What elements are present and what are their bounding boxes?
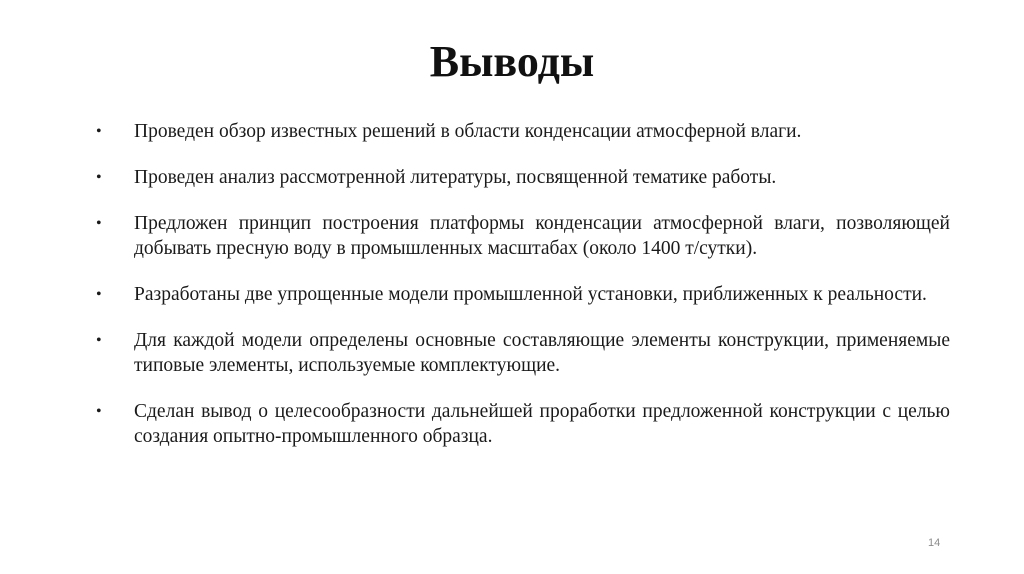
bullet-icon: • bbox=[96, 169, 102, 186]
list-item bbox=[96, 399, 950, 449]
bullet-icon: • bbox=[96, 215, 102, 232]
page-number: 14 bbox=[928, 537, 941, 549]
list-item-text: Проведен обзор известных решений в области конденсации атмосферной влаги. bbox=[134, 121, 802, 142]
slide-title: Выводы bbox=[429, 37, 595, 86]
list-item-text: Разработаны две упрощенные модели промышленной установки, приближенных к реальности. bbox=[134, 284, 927, 305]
list-item bbox=[96, 211, 950, 261]
bullet-icon: • bbox=[96, 403, 102, 420]
list-item bbox=[96, 282, 950, 307]
list-item-text: Предложен принцип построения платформы конденсации атмосферной влаги, позволяющей добывать пресную воду в промышленных масштабах (около 1400 т/сутки). bbox=[134, 213, 950, 259]
list-item-text: Для каждой модели определены основные составляющие элементы конструкции, применяемые типовые элементы, используемые комплектующие. bbox=[134, 330, 950, 376]
list-item-text: Сделан вывод о целесообразности дальнейшей проработки предложенной конструкции с целью создания опытно-промышленного образца. bbox=[134, 401, 950, 447]
bullet-icon: • bbox=[96, 123, 102, 140]
bullet-icon: • bbox=[96, 332, 102, 349]
conclusions-list bbox=[96, 119, 950, 470]
list-item bbox=[96, 328, 950, 378]
bullet-icon: • bbox=[96, 286, 102, 303]
list-item-text: Проведен анализ рассмотренной литературы, посвященной тематике работы. bbox=[134, 167, 777, 188]
list-item bbox=[96, 119, 950, 144]
list-item bbox=[96, 165, 950, 190]
